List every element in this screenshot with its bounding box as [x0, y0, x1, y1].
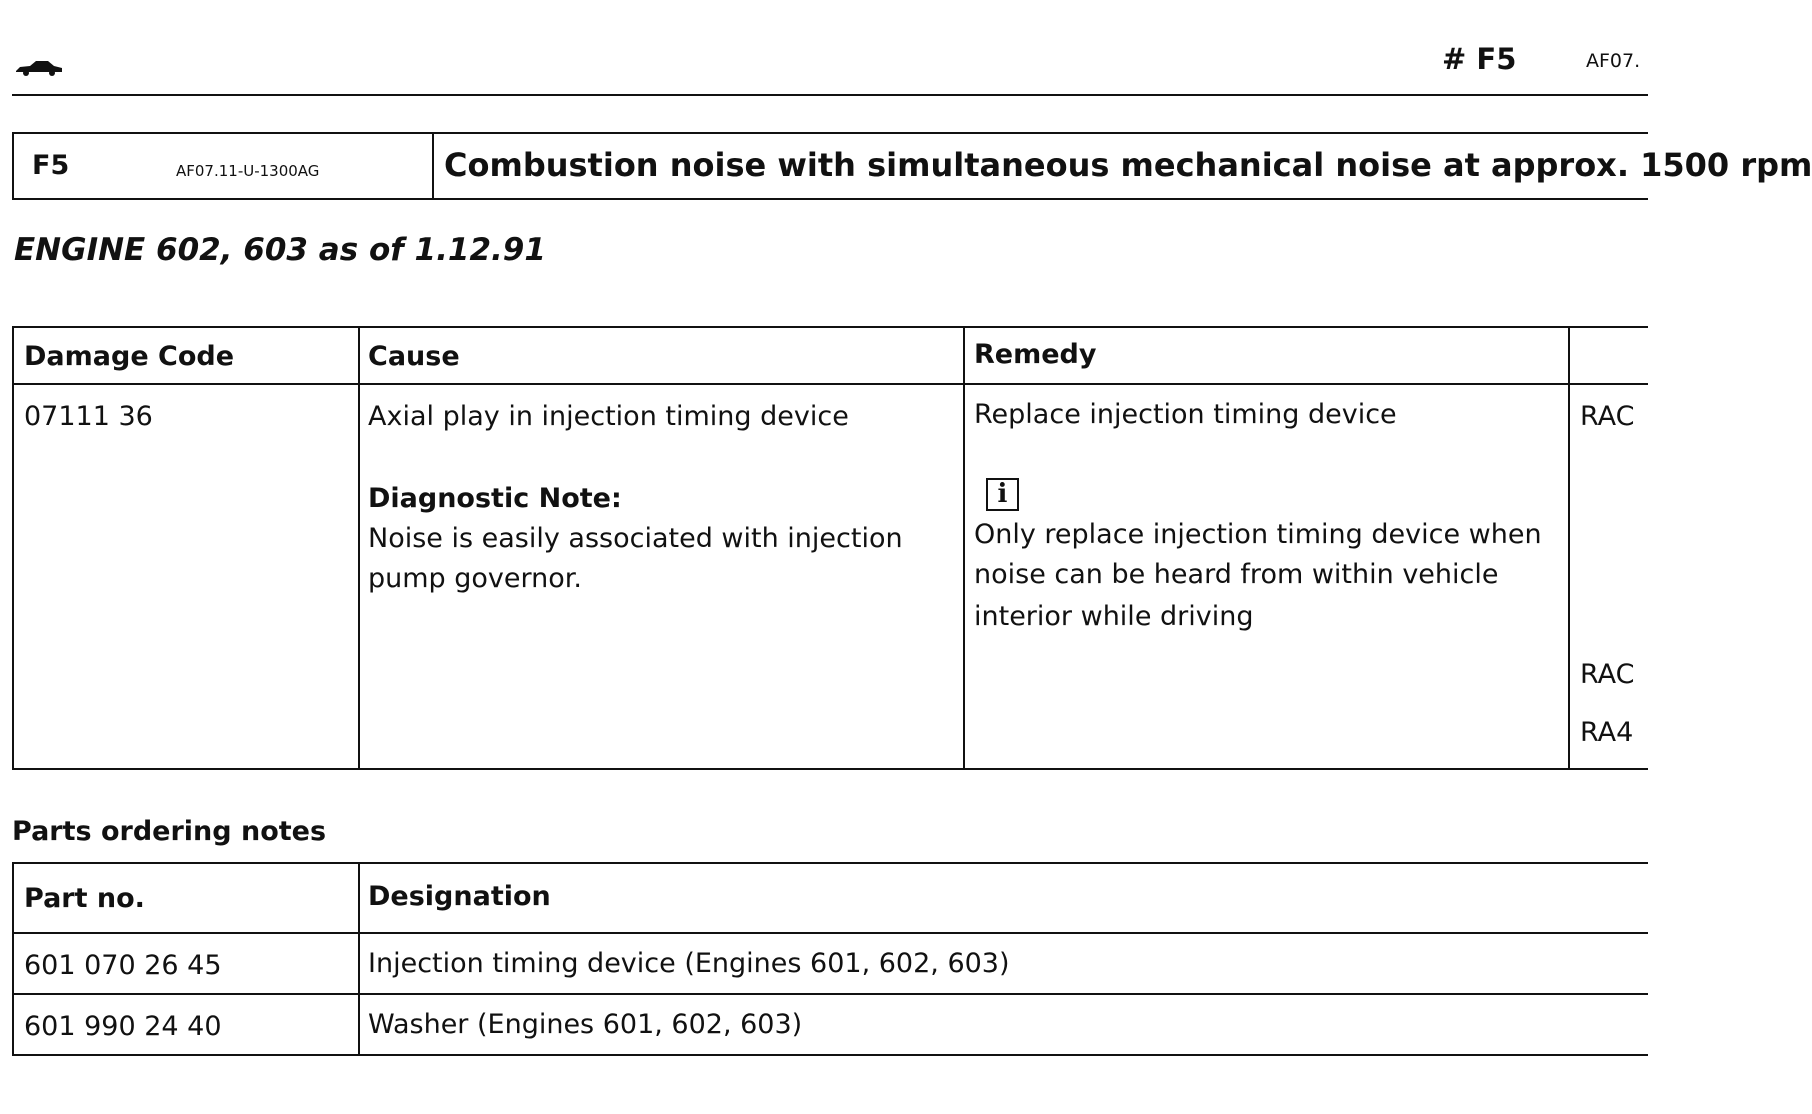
parts-heading: Parts ordering notes: [12, 816, 327, 847]
diagnostic-note-line: pump governor.: [368, 563, 582, 594]
header-rule: [12, 94, 1648, 96]
col-header-designation: Designation: [368, 881, 551, 912]
damage-code: 07111 36: [24, 401, 153, 432]
remedy-note-line: Only replace injection timing device when: [974, 519, 1542, 550]
part-number: 601 990 24 40: [24, 1011, 222, 1042]
diagnostic-note-line: Noise is easily associated with injection: [368, 523, 903, 554]
col-header-part-no: Part no.: [24, 883, 145, 914]
part-designation: Washer (Engines 601, 602, 603): [368, 1009, 803, 1040]
engine-heading: ENGINE 602, 603 as of 1.12.91: [14, 232, 546, 268]
cause-text: Axial play in injection timing device: [368, 401, 849, 432]
complaint-title: Combustion noise with simultaneous mechanical noise at approx. 1500 rpm: [444, 146, 1812, 184]
operation-code: RAC: [1580, 401, 1635, 432]
page-ref: AF07.: [1586, 50, 1641, 72]
col-header-cause: Cause: [368, 341, 460, 372]
complaint-ref: AF07.11-U-1300AG: [176, 162, 320, 180]
col-header-remedy: Remedy: [974, 339, 1097, 370]
remedy-text: Replace injection timing device: [974, 399, 1397, 430]
car-icon: [14, 58, 64, 76]
diagnostic-note-label: Diagnostic Note:: [368, 483, 622, 514]
page-code: # F5: [1442, 42, 1517, 76]
complaint-code: F5: [32, 150, 70, 181]
title-box-divider: [432, 132, 434, 200]
info-icon: i: [986, 478, 1019, 511]
col-header-damage-code: Damage Code: [24, 341, 235, 372]
remedy-note-line: interior while driving: [974, 601, 1254, 632]
part-designation: Injection timing device (Engines 601, 602, 603): [368, 948, 1010, 979]
operation-code: RAC: [1580, 659, 1635, 690]
operation-code: RA4: [1580, 717, 1634, 748]
remedy-note-line: noise can be heard from within vehicle: [974, 559, 1499, 590]
part-number: 601 070 26 45: [24, 950, 222, 981]
